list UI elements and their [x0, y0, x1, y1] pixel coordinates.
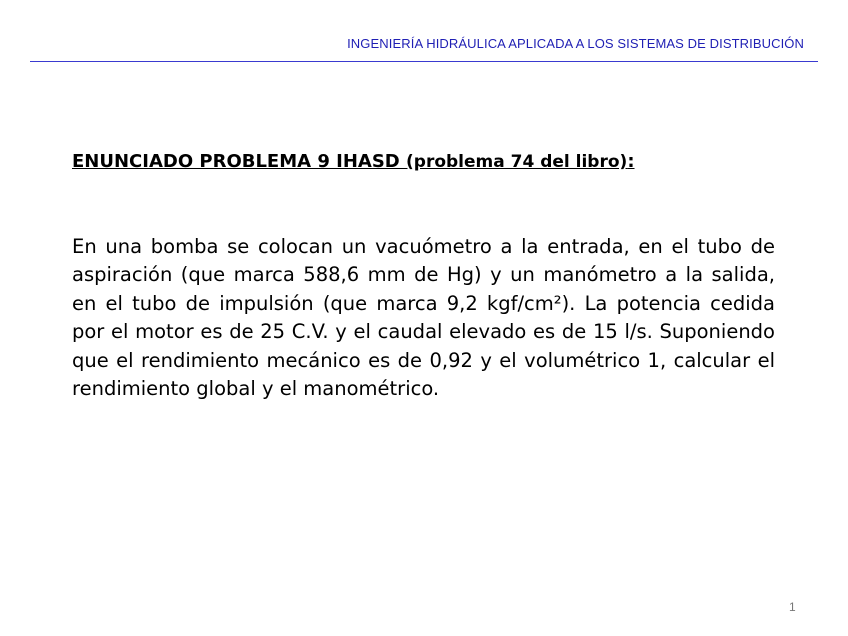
problem-heading-main: ENUNCIADO PROBLEMA 9 IHASD — [72, 151, 406, 172]
problem-statement: En una bomba se colocan un vacuómetro a la entrada, en el tubo de aspiración (que marca 588,6 mm de Hg) y un manómetro a la salida, en el tubo de impulsión (que marca 9,2 kgf/cm²). La potencia cedida por el motor es de 25 C.V. y el caudal elevado es de 15 l/s. Suponiendo que el rendimiento mecánico es de 0,92 y el volumétrico 1, calcular el rendimiento global y el manométrico. — [72, 235, 775, 401]
page-number: 1 — [789, 600, 796, 614]
problem-heading-colon: : — [627, 151, 635, 172]
problem-heading — [72, 151, 635, 172]
header-title: INGENIERÍA HIDRÁULICA APLICADA A LOS SISTEMAS DE DISTRIBUCIÓN — [347, 36, 804, 51]
header-divider — [30, 61, 818, 62]
problem-heading-sub: (problema 74 del libro) — [406, 152, 628, 172]
